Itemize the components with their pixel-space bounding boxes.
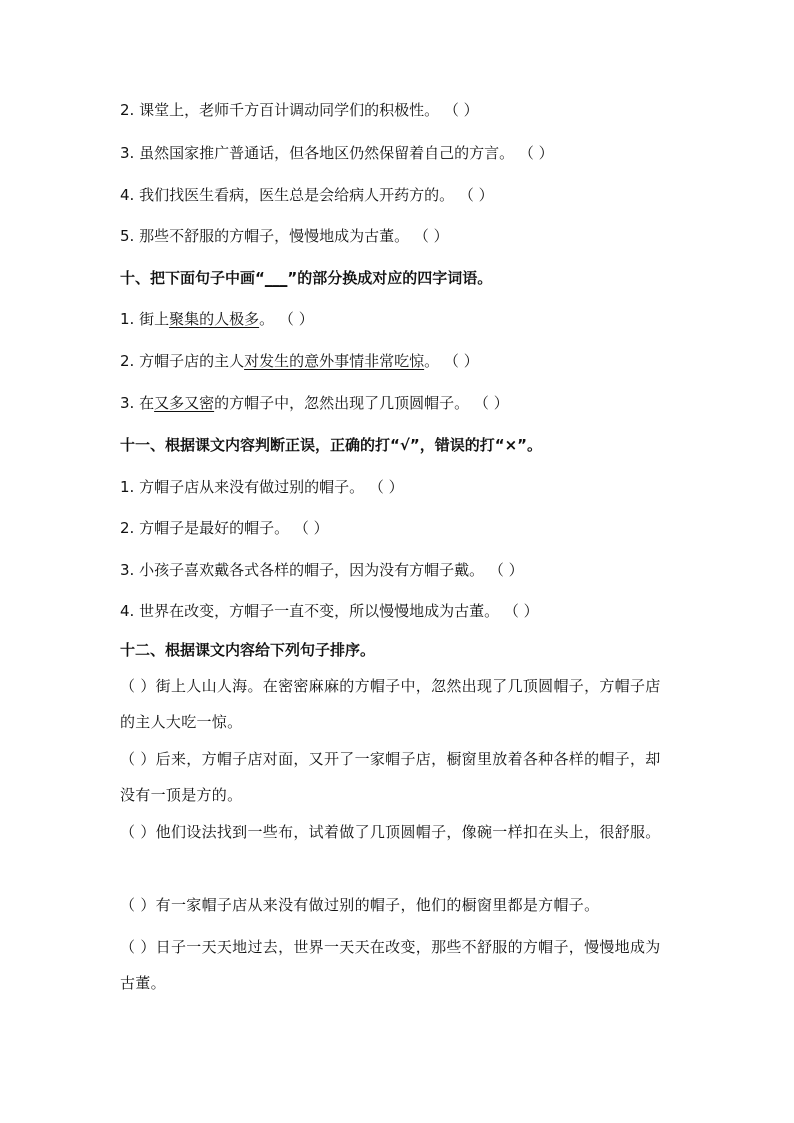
item-number: 4. — [120, 186, 135, 204]
answer-blank[interactable]: （ ） — [458, 186, 494, 204]
question-item: 2. 方帽子店的主人对发生的意外事情非常吃惊。 （ ） — [120, 352, 479, 370]
question-item — [120, 143, 554, 163]
item-number: 4. — [120, 602, 135, 620]
item-number: 3. — [120, 394, 135, 412]
underlined-phrase: 又多又密 — [154, 394, 215, 412]
item-text: 方帽子是最好的帽子。 — [139, 519, 290, 537]
item-number: 5. — [120, 227, 135, 245]
item-text: 课堂上，老师千方百计调动同学们的积极性。 — [139, 101, 440, 119]
ordering-item — [120, 741, 665, 813]
item-number: 2. — [120, 101, 135, 119]
section-11-title: 十一、根据课文内容判断正误，正确的打“√”，错误的打“×”。 — [120, 436, 543, 454]
answer-blank[interactable]: （ ） — [518, 144, 554, 162]
ordering-text: 有一家帽子店从来没有做过别的帽子，他们的橱窗里都是方帽子。 — [155, 896, 600, 914]
answer-blank[interactable]: （ ） — [368, 478, 404, 496]
item-number: 2. — [120, 352, 135, 370]
question-item — [120, 560, 524, 580]
answer-blank[interactable]: （ ） — [473, 394, 509, 412]
underlined-phrase: 聚集的人极多 — [169, 310, 260, 328]
answer-blank[interactable]: （ ） — [503, 602, 539, 620]
ordering-text: 日子一天天地过去，世界一天天在改变，那些不舒服的方帽子，慢慢地成为古董。 — [120, 938, 661, 992]
order-blank[interactable]: （ ） — [120, 677, 156, 695]
item-text: 我们找医生看病，医生总是会给病人开药方的。 — [139, 186, 455, 204]
answer-blank[interactable]: （ ） — [488, 561, 524, 579]
order-blank[interactable]: （ ） — [120, 938, 156, 956]
underline-marker: ___ — [264, 269, 288, 287]
item-number: 2. — [120, 519, 135, 537]
question-item: 1. 街上聚集的人极多。 （ ） — [120, 310, 314, 328]
underlined-phrase: 对发生的意外事情非常吃惊 — [244, 352, 425, 370]
ordering-text: 他们设法找到一些布，试着做了几顶圆帽子，像碗一样扣在头上，很舒服。 — [155, 823, 661, 841]
answer-blank[interactable]: （ ） — [278, 310, 314, 328]
item-number: 3. — [120, 144, 135, 162]
item-number: 1. — [120, 478, 135, 496]
item-text: 虽然国家推广普通话，但各地区仍然保留着自己的方言。 — [139, 144, 515, 162]
item-text: 那些不舒服的方帽子，慢慢地成为古董。 — [139, 227, 410, 245]
ordering-item — [120, 814, 665, 850]
answer-blank[interactable]: （ ） — [293, 519, 329, 537]
item-text: 世界在改变，方帽子一直不变，所以慢慢地成为古董。 — [139, 602, 500, 620]
order-blank[interactable]: （ ） — [120, 896, 156, 914]
ordering-item — [120, 929, 665, 1001]
item-number: 3. — [120, 561, 135, 579]
section-12-title: 十二、根据课文内容给下列句子排序。 — [120, 641, 376, 659]
question-item — [120, 477, 404, 497]
ordering-text: 后来，方帽子店对面，又开了一家帽子店，橱窗里放着各种各样的帽子，却没有一顶是方的。 — [120, 750, 661, 804]
answer-blank[interactable]: （ ） — [413, 227, 449, 245]
ordering-text: 街上人山人海。在密密麻麻的方帽子中，忽然出现了几顶圆帽子，方帽子店的主人大吃一惊。 — [120, 677, 661, 731]
item-text: 小孩子喜欢戴各式各样的帽子，因为没有方帽子戴。 — [139, 561, 485, 579]
answer-blank[interactable]: （ ） — [443, 352, 479, 370]
ordering-item — [120, 887, 665, 923]
question-item: 3. 在又多又密的方帽子中，忽然出现了几顶圆帽子。 （ ） — [120, 394, 509, 412]
ordering-item — [120, 668, 665, 740]
item-text: 方帽子店从来没有做过别的帽子。 — [139, 478, 365, 496]
question-item — [120, 226, 449, 246]
order-blank[interactable]: （ ） — [120, 823, 156, 841]
order-blank[interactable]: （ ） — [120, 750, 156, 768]
question-item — [120, 185, 494, 205]
question-item — [120, 100, 479, 120]
item-number: 1. — [120, 310, 135, 328]
question-item — [120, 601, 539, 621]
answer-blank[interactable]: （ ） — [443, 101, 479, 119]
section-10-title: 十、把下面句子中画“___”的部分换成对应的四字词语。 — [120, 269, 493, 287]
question-item — [120, 518, 329, 538]
